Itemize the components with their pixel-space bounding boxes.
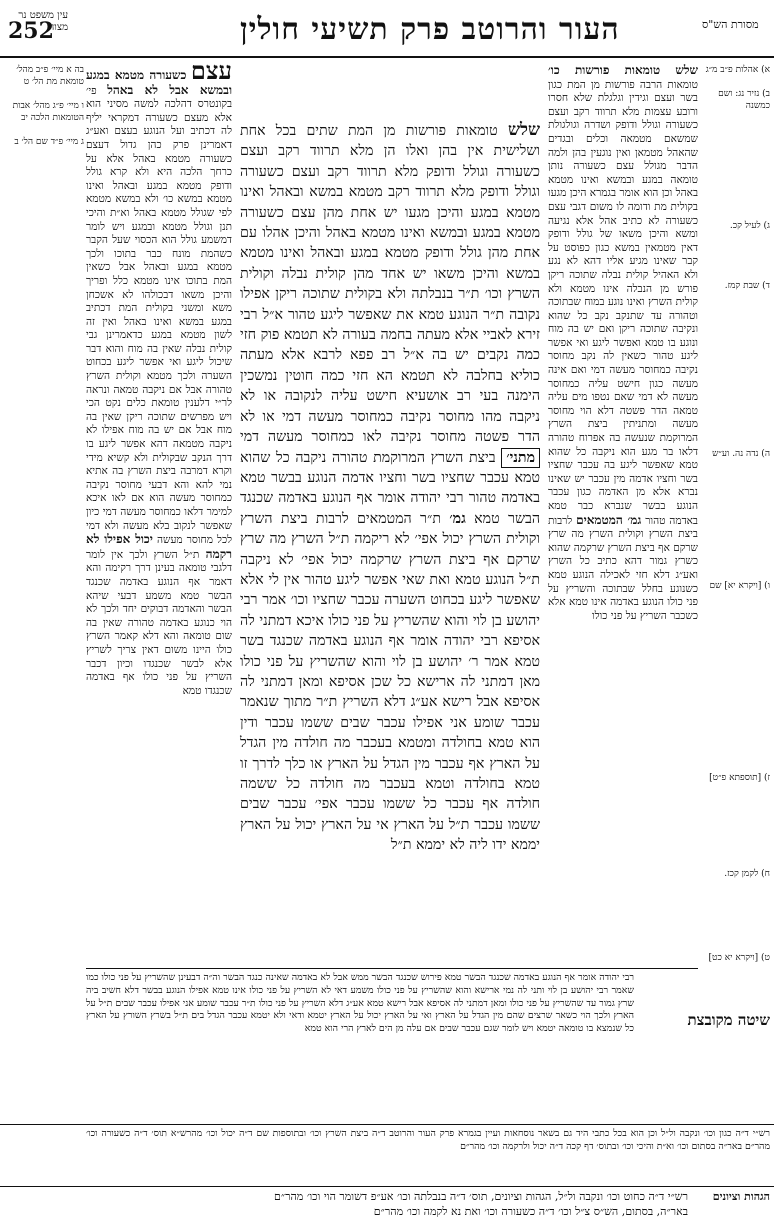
ein-mishpat-margin (4, 64, 84, 464)
tosafot-lemma: כשעורה מטמא במגע ובמשא אבל לא באהל (86, 68, 233, 97)
gemara-text (240, 120, 540, 962)
masoret-note: ח) לקמן קכז. (724, 869, 770, 879)
footer-rule (0, 1186, 774, 1187)
footnotes: רש״י ד״ה כגון וכו׳ ונקבה ול״ל וכן הוא בכל כתבי היד גם בשאר נוסחאות ועיין בגמרא פרק העור והרוטב ד״ה ביצת השרץ וכו׳ ובתוספות שם ד״ה יכול וכו׳ מהרש״א תוס׳ ד״ה כשעורה וכו׳ מהר״ם באר״ה בסתום וכו׳ וא״ת והיכי וכו׳ ובתוס׳ דף קכה ד״ה יכול ולרקמה וכו׳ מהר״ם (86, 1128, 770, 1152)
running-title: העור והרוטב פרק תשיעי חולין (240, 12, 620, 47)
masoret-note: ג) לעיל קכ. (729, 221, 770, 231)
tosafot-commentary (86, 56, 233, 954)
bottom-line (8, 1189, 688, 1219)
masoret-margin (700, 64, 770, 963)
masoret-label: מסורת הש"ס (702, 18, 759, 31)
ein-mishpat-label: עין משפט נר מצוה (18, 10, 68, 33)
bottom-line-2: באר״ה, בסתום, הש״ס צ״ל וכו׳ ד״ה כשעורה וכו׳ ואת נא לקמה וכו׳ מהר״ם (373, 1205, 688, 1218)
rashi-lemma: שלש טומאות פורשות כו׳ (548, 63, 698, 77)
mishna-label: מתני׳ (501, 448, 540, 468)
masoret-note: ז) [תוספתא פ״ט] (709, 773, 770, 783)
masoret-note: ו) [ויקרא יא] שם (709, 581, 770, 591)
shita-title: שיטה מקובצת (687, 1011, 770, 1029)
section-rule (86, 968, 698, 969)
notes-title: הגהות וציונים (712, 1190, 770, 1203)
rashi-text: לרבות ביצת השרץ וקולית השרץ מה שרץ שרקם אף ביצת השרץ שרקמה שהוא כשרץ גמור דהא כתיב כל השרץ ואע״ג דלא חזי לאכילה הנוגע טמא כשנוגע בחלל שבתוכה והשריץ על פני כולו הנוגע באדמה אינו טמא אלא כשכבר השריץ על פני כולו (548, 514, 698, 622)
tosafot-text: פי׳ בקונטרס דהלכה למשה מסיני הוא אלא מעצם כשעורה דמקראי יליף לה דכתיב ועל הנוגע בעצם ואע״ג דאמרינן פרק כהן גדול דעצם כשעורה מטמא באהל אלא על כרחך הלכה היא ולא קרא גולל ודופק מטמא במגע ובאהל ואינו מטמא במשא כו׳ ולא במשא מטמא לפי שגולל מטמא באהל וא״ת והיכי תנן וגולל מטמא ובמגע ויש לומר דמשמע גולל הוא הכסוי שעל הקבר כשהמת מונח כבר בתוכו ולכך מטמא במגע ובאהל אבל כשאין המת בתוכו אינו מטמא כלל ופריך והיכן משאו דבכולהו לא אשכחן משא ומשני בקולית המת דכתיב במגע במשא ואינו באהל ואין זה לשון מטמא במגע כדאמרינן גבי קולית נבלה שאין בה מוח והוא דבר שיכול ליגע ואי אפשר ליגע בכחוט השערה ולכך מטמא וקולית השרץ טהורה אבל אם ניקבה טמאה ונראה לר״י דלענין טומאת כלים נקט הכי ויש מפרשים שתוכה ריקן שאין בה מוח אבל אם יש בה מוח אפילו לא ניקבה מטמאה דהא אפשר ליגע בו דרך הנקב שבקולית ולא קשיא מידי וקרא דמרבה ביצת השרץ בה אתיא נמי להא והא דבעי מחוסר נקיבה כמחוסר מעשה הוא אם לאו איכא למימר דלאו כמחוסר מעשה דמי כיון שאפשר לנקוב בלא מעשה ולא דמי לכל מחוסר מעשה (86, 84, 233, 547)
gemara-body: טומאות פורשות מן המת שתים בכל אחת ושלישית אין בהן ואלו הן מלא תרווד רקב ועצם כשעורה וגולל ודופק מלא תרווד רקב ועצם כשעורה וגולל ודופק מלא תרווד רקב מטמא במשא ובאהל ואינו מטמא במגע והיכן מגעו יש אחת מהן עצם כשעורה מטמא במגע ובמשא ואינו מטמא באהל והיכן אהלו עם אחת מהן גולל ודופק מטמא במגע ובאהל ואינו מטמא במשא והיכן משאו יש אחד מהן קולית נבלה וקולית השרץ וכו׳ ת״ר בנבלתה ולא בקולית שתוכה ריקן אפילו נקובה ת״ר הנוגע טמא את שאפשר ליגע טהור א״ל רבי זירא לאביי אלא מעתה בחמה בעורה לא תטמא פוק חזי כמה נקבים יש בה א״ל רב פפא לרבא אלא מעתה כוליא בחלבה לא תטמא הא חזי כמה חוטין נמשכין הימנה בעי רב אושעיא חישט עליה לנקובה או לא ניקבה מהו מחוסר נקיבה כמחוסר מעשה דמי או לא הדר פשטה מחוסר נקיבה לאו כמחוסר מעשה דמי (240, 123, 540, 446)
gemara-body-2: ת״ר המטמאים לרבות ביצת השרץ וקולית השרץ יכול אפי׳ לא ריקמה ת״ל השרץ מה שרץ שרקם אף ביצת השרץ שרקמה יכול אפי׳ לא ניקבה ת״ל הנוגע טמא ואת שאי אפשר ליגע טהור אין לי אלא שאפשר ליגע בכחוט השערה עכבר שחציו וכו׳ אמר רבי יהושע בן לוי והוא שהשריץ על פני כולו איכא דמתני לה אסיפא רבי יהודה אומר אף הנוגע באדמה שכנגד בשר טמא אמר ר׳ יהושע בן לוי והוא שהשריץ על פני כולו מאן דמתני לה ארישא כל שכן אסיפא ומאן דמתני לה אסיפא אבל רישא אע״ג דלא השריץ ת״ר מתוך שנאמר עכבר שומע אני אפילו עכבר שבים ששמו עכבר ודין הוא טמא בחולדה ומטמא בעכבר מה חולדה מין הגדל על הארץ אף עכבר מין הגדל על הארץ או כלך לדרך זו טמא בחולדה וטמא בעכבר מה חולדה כל ששמה חולדה אף עכבר כל ששמו עכבר אפי׳ עכבר שבים ששמו עכבר ת״ל על הארץ אי על הארץ יכול על הארץ יממא ידו ליה לא יממא ת״ל (240, 510, 540, 854)
masoret-note: ד) שבת קמז. (724, 281, 770, 291)
ein-mishpat-note: ג מיי׳ פ״ד שם הל׳ ב (14, 137, 84, 147)
tosafot-text: ת״ל השרץ ולכך אין לומר דלגבי טומאה בעינן דרך רקימה והא דאמר אף הנוגע באדמה שכנגד הבשר טמא משמע דבעי שיהא הבשר והאדמה דבוקים יחד ולכך לא הוי כנוגע באדמה טהורה שאין בה שום טומאה והא דלא קאמר השרץ כולו היינו משום דאין צריך לשריץ אלא לבשר שכנגדו וכיון דכבר השריץ על פני כולו אף באדמה שכנגדו טמא (86, 548, 232, 697)
ein-mishpat-note: ו מיי׳ פ״ג מהל׳ אבות הטומאות הלכה יב (12, 101, 84, 123)
rashi-commentary (548, 64, 698, 954)
shita-mekubetzet-text: רבי יהודה אומר אף הנוגע באדמה שכנגד הבשר טמא פירוש שכנגד הבשר ממש אבל לא באדמה שאינה כנגד הבשר וה״ה דבעינן שהשריץ על פני כולו כמו שאמר רבי יהושע בן לוי ותני לה נמי ארישא והוא שהשריץ על פני כולו משמע דאי לא השריץ על פני כולו אינו טמא אפילו הנוגע בבשר דלא חשיב ביה שרץ גמור עד שהשריץ על פני כולו ומאן דמתני לה אסיפא אבל רישא טמא אע״ג דלא השריץ על פני כולו ת״ר עכבר שומע אני אפילו עכבר שבים ת״ל על הארץ ולכך הוי כשאר שרצים שהם מין הגדל על הארץ ואי על הארץ יכול על הארץ יטמא ודאי ולא יטמא עכבר הגדל בים ת״ל בשרץ השורץ על הארץ כל שנמצא בו טומאה יטמא ויש לומר שגם עכבר שבים אם עלה מן הים לארץ הרי הוא טמא (86, 972, 634, 1035)
ein-mishpat-note: בה א מיי׳ פ״ב מהל׳ טומאת מת הל׳ ט (16, 65, 84, 87)
tosafot-lemma: יכול אפילו לא רקמה (86, 532, 233, 561)
bottom-line-1: רש״י ד״ה כחוט וכו׳ ונקבה ול״ל, הגהות וציונים, תוס׳ ד״ה בנבלתה וכו׳ אע״פ דשומר הוי וכו׳ מהר״ם (274, 1190, 688, 1203)
tosafot-opening-word: עצם (190, 56, 233, 85)
rashi-text: טומאות הרבה פורשות מן המת כגון בשר ועצם וגידין וגלגלת שלא חסרו ורובע עצמות מלא תרווד רקב ועצם כשעורה וגולל ודופק ושדרה וגולגולת שמשאם מטמאה וכלים ובגדים שהאהל מטמאן ואין נוגעין בהן ולמה הדבר מגולל עצם כשעורה נותן טומאה במגע ובמשא ואינו מטמא באהל וכן הוא אומר בגמרא היכן מגעו בקולית מת ודומה לו משום דגבי עצם כשעורה לא כתיב אהל אלא נגיעה ומשא והיכן משאו של גולל ודופק דאין מטמאין במשא כגון כפוסט על קבר שאינו מגיע אליו דהא לא נגע ולא האהיל קולית נבלה שתוכה ריקן פורש מן הנבלה אינו מטמא ולא קולית השרץ ואינו נוגע במוח שבתוכה וטהורה עד שתנקב נקב כל שהוא ונקיבה שתוכה ריקן ואם יש בה מוח ונוגע בו טמא ואפשר ליגע ואי אפשר ליגע טהור כשאין לה נקב מחוסר נקיבה כמחוסר מעשה דמי ואם אינה מעשה כגון חישט עליה כמחוסר מעשה לא דמי שאם נטפו מים עליה טמאה הדר פשטה דלא הוי מחוסר מעשה ומתניתין ביצת השרץ המרוקמת שנעשה בה אפרוח טהורה דלאו בר מגע הוא ניקבה כל שהוא טמא שאפשר ליגע בה עכבר שחציו בשר וחציו אדמה מין עכבר יש שאינו נברא אלא מן האדמה כגון עכבר הנוגע בבשר שנברא כבר טמא באדמה טהור (548, 78, 698, 527)
masoret-note: ט) [ויקרא יא כט] (708, 953, 770, 963)
mishna-body: ביצת השרץ המרוקמת טהורה ניקבה כל שהוא טמא עכבר שחציו בשר וחציו אדמה הנוגע בבשר טמא באדמה טהור רבי יהודה אומר אף הנוגע באדמה שכנגד הבשר טמא (240, 449, 541, 527)
page-number: 252 (8, 18, 54, 44)
gemara-opening-word: שלש (507, 120, 540, 140)
masoret-note: א) אהלות פ״ב מ״ג (705, 65, 770, 75)
masoret-note: ב) נזיר נג: ושם כמשנה (718, 89, 770, 111)
gemara-label: גמ׳ (449, 510, 466, 527)
page-header (0, 8, 774, 54)
masoret-note: ה) נדה נה. וע״ש (712, 449, 770, 459)
rashi-lemma: גמ׳ המטמאים (576, 512, 642, 527)
footer-rule-top (0, 1124, 774, 1125)
header-rule (0, 56, 774, 58)
